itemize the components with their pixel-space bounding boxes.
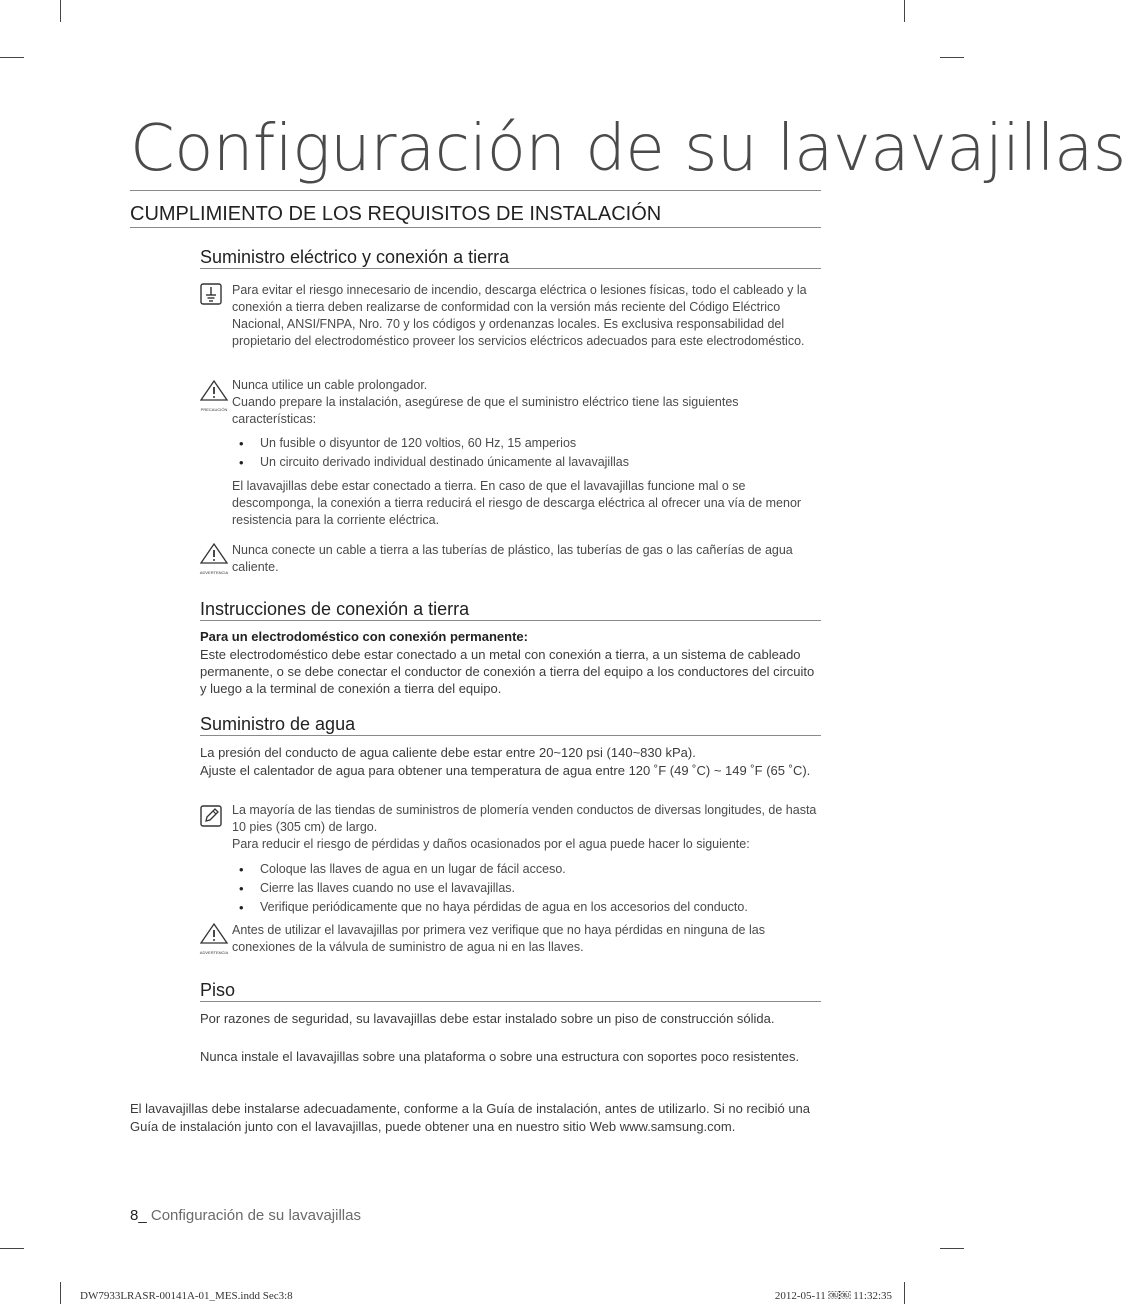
water-divider [200, 735, 821, 736]
water-bullets [232, 860, 822, 917]
grounding-divider [200, 620, 821, 621]
crop-mark [60, 0, 61, 22]
page-number: 8_ [130, 1207, 147, 1224]
page-title: Configuración de su lavavajillas [130, 112, 1126, 186]
crop-mark [904, 0, 905, 22]
crop-mark [0, 1248, 24, 1249]
title-divider [130, 190, 821, 191]
grounding-subheading: Para un electrodoméstico con conexión permanente: [200, 629, 528, 644]
list-item: • Cierre las llaves cuando no use el lavavajillas. [232, 879, 822, 898]
water-heading: Suministro de agua [200, 714, 356, 734]
warning-icon [199, 923, 229, 955]
closing-paragraph: El lavavajillas debe instalarse adecuadamente, conforme a la Guía de instalación, antes de utilizarlo. Si no recibió una Guía de instalación junto con el lavavajillas, puede obtener una en nuestro sitio Web www.samsung.com. [130, 1101, 811, 1134]
crop-mark [940, 57, 964, 58]
electrical-heading: Suministro eléctrico y conexión a tierra [200, 247, 510, 267]
grounding-heading: Instrucciones de conexión a tierra [200, 599, 470, 619]
water-note-2: Para reducir el riesgo de pérdidas y daños ocasionados por el agua puede hacer lo siguiente: [232, 837, 750, 851]
electrical-divider [200, 268, 821, 269]
floor-heading: Piso [200, 980, 236, 1000]
floor-divider [200, 1001, 821, 1002]
note-pencil-icon [200, 805, 222, 832]
warning-label: ADVERTENCIA [199, 950, 229, 955]
water-note-1: La mayoría de las tiendas de suministros de plomería venden conductos de diversas longitudes, de hasta 10 pies (305 cm) de largo. [232, 803, 817, 834]
crop-mark [0, 57, 24, 58]
grounding-text: Este electrodoméstico debe estar conectado a un metal con conexión a tierra, a un sistema de cableado permanente, o se debe conectar el conductor de conexión a tierra del equipo a los conductores del circuito y luego a la terminal de conexión a tierra del equipo. [200, 647, 815, 696]
list-item: • Un fusible o disyuntor de 120 voltios, 60 Hz, 15 amperios [232, 434, 822, 453]
caution-label: PRECAUCIÓN [200, 407, 228, 412]
grounding-explanation: El lavavajillas debe estar conectado a tierra. En caso de que el lavavajillas funcione mal o se descomponga, la conexión a tierra reducirá el riesgo de descarga eléctrica al ofrecer una vía de menor resistencia para la corriente eléctrica. [232, 479, 802, 527]
section-divider [130, 227, 821, 228]
warning-icon [199, 543, 229, 575]
print-slug-file: DW7933LRASR-00141A-01_MES.indd Sec3:8 [80, 1290, 293, 1302]
crop-mark [60, 1282, 61, 1304]
caution-icon [199, 380, 229, 412]
caution-line-2: Cuando prepare la instalación, asegúrese de que el suministro eléctrico tiene las siguientes características: [232, 395, 739, 426]
page-footer [130, 1207, 361, 1224]
crop-mark [940, 1248, 964, 1249]
water-temperature: Ajuste el calentador de agua para obtener una temperatura de agua entre 120 ˚F (49 ˚C) ~ 149 ˚F (65 ˚C). [200, 763, 811, 778]
floor-text-1: Por razones de seguridad, su lavavajillas debe estar instalado sobre un piso de construcción sólida. [200, 1011, 775, 1026]
crop-mark [904, 1282, 905, 1304]
electrical-warning: Nunca conecte un cable a tierra a las tuberías de plástico, las tuberías de gas o las cañerías de agua caliente. [232, 543, 793, 574]
list-item: • Coloque las llaves de agua en un lugar de fácil acceso. [232, 860, 822, 879]
electrical-note: Para evitar el riesgo innecesario de incendio, descarga eléctrica o lesiones físicas, todo el cableado y la conexión a tierra deben realizarse de conformidad con la versión más reciente del Código Eléctrico Nacional, ANSI/FNPA, Nro. 70 y los códigos y ordenanzas locales. Es exclusiva responsabilidad del propietario del electrodoméstico proveer los servicios eléctricos adecuados para este electrodoméstico. [232, 283, 807, 348]
water-warning: Antes de utilizar el lavavajillas por primera vez verifique que no haya pérdidas en ninguna de las conexiones de la válvula de suministro de agua ni en las llaves. [232, 923, 765, 954]
electrical-note-icon [200, 283, 222, 310]
warning-label: ADVERTENCIA [199, 570, 229, 575]
electrical-bullets [232, 434, 822, 472]
list-item: • Verifique periódicamente que no haya pérdidas de agua en los accesorios del conducto. [232, 898, 822, 917]
caution-line-1: Nunca utilice un cable prolongador. [232, 378, 428, 392]
floor-text-2: Nunca instale el lavavajillas sobre una plataforma o sobre una estructura con soportes poco resistentes. [200, 1049, 800, 1064]
section-heading: CUMPLIMIENTO DE LOS REQUISITOS DE INSTALACIÓN [130, 203, 662, 225]
print-slug-date: 2012-05-11 ￼￼ 11:32:35 [774, 1290, 892, 1302]
list-item: • Un circuito derivado individual destinado únicamente al lavavajillas [232, 453, 822, 472]
page-footer-label: Configuración de su lavavajillas [150, 1207, 361, 1224]
water-pressure: La presión del conducto de agua caliente debe estar entre 20~120 psi (140~830 kPa). [200, 745, 696, 760]
